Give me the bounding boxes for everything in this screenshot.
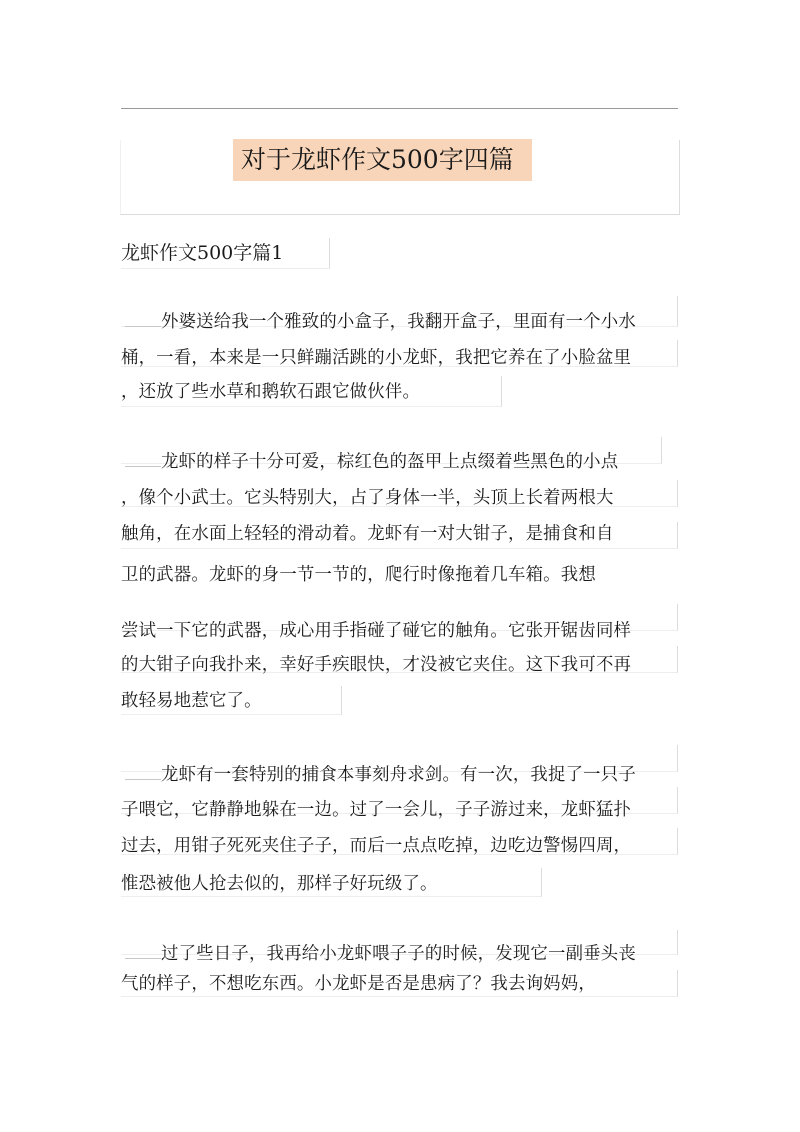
paragraph-2-line-1: 龙虾的样子十分可爱，棕红色的盔甲上点缀着些黑色的小点 [121,447,618,477]
paragraph-3-line-1: 尝试一下它的武器，成心用手指碰了碰它的触角。它张开锯齿同样 [121,621,632,641]
paragraph-4-line-3: 过去，用钳子死死夹住子子，而后一点点吃掉，边吃边警惕四周， [121,836,632,856]
paragraph-1-line-1: 外婆送给我一个雅致的小盒子，我翻开盒子，里面有一个小水 [121,307,636,337]
paragraph-1-line-3: ，还放了些水草和鹅软石跟它做伙伴。 [121,382,421,402]
top-divider [121,108,678,109]
paragraph-2-line-4: 卫的武器。龙虾的身一节一节的，爬行时像拖着几车箱。我想 [121,565,596,585]
paragraph-2-line-2: ，像个小武士。它头特别大，占了身体一半，头顶上长着两根大 [121,488,614,508]
paragraph-5-line-2: 气的样子，不想吃东西。小龙虾是否是患病了？我去询妈妈， [121,974,596,994]
paragraph-3-line-2: 的大钳子向我扑来，幸好手疾眼快，才没被它夹住。这下我可不再 [121,655,632,675]
paragraph-4-line-1: 龙虾有一套特别的捕食本事刻舟求剑。有一次，我捉了一只子 [121,760,636,790]
paragraph-3-line-3: 敢轻易地惹它了。 [121,691,262,711]
paragraph-1-line-2: 桶，一看，本来是一只鲜蹦活跳的小龙虾，我把它养在了小脸盆里 [121,348,632,368]
paragraph-2-line-3: 触角，在水面上轻轻的滑动着。龙虾有一对大钳子，是捕食和自 [121,524,614,544]
paragraph-4-line-4: 惟恐被他人抢去似的，那样子好玩级了。 [121,874,438,894]
document-title: 对于龙虾作文500字四篇 [233,139,532,181]
paragraph-4-line-2: 子喂它，它静静地躲在一边。过了一会儿，子子游过来，龙虾猛扑 [121,800,632,820]
section-heading: 龙虾作文500字篇1 [121,238,330,269]
paragraph-5-line-1: 过了些日子，我再给小龙虾喂子子的时候，发现它一副垂头丧 [121,939,636,969]
